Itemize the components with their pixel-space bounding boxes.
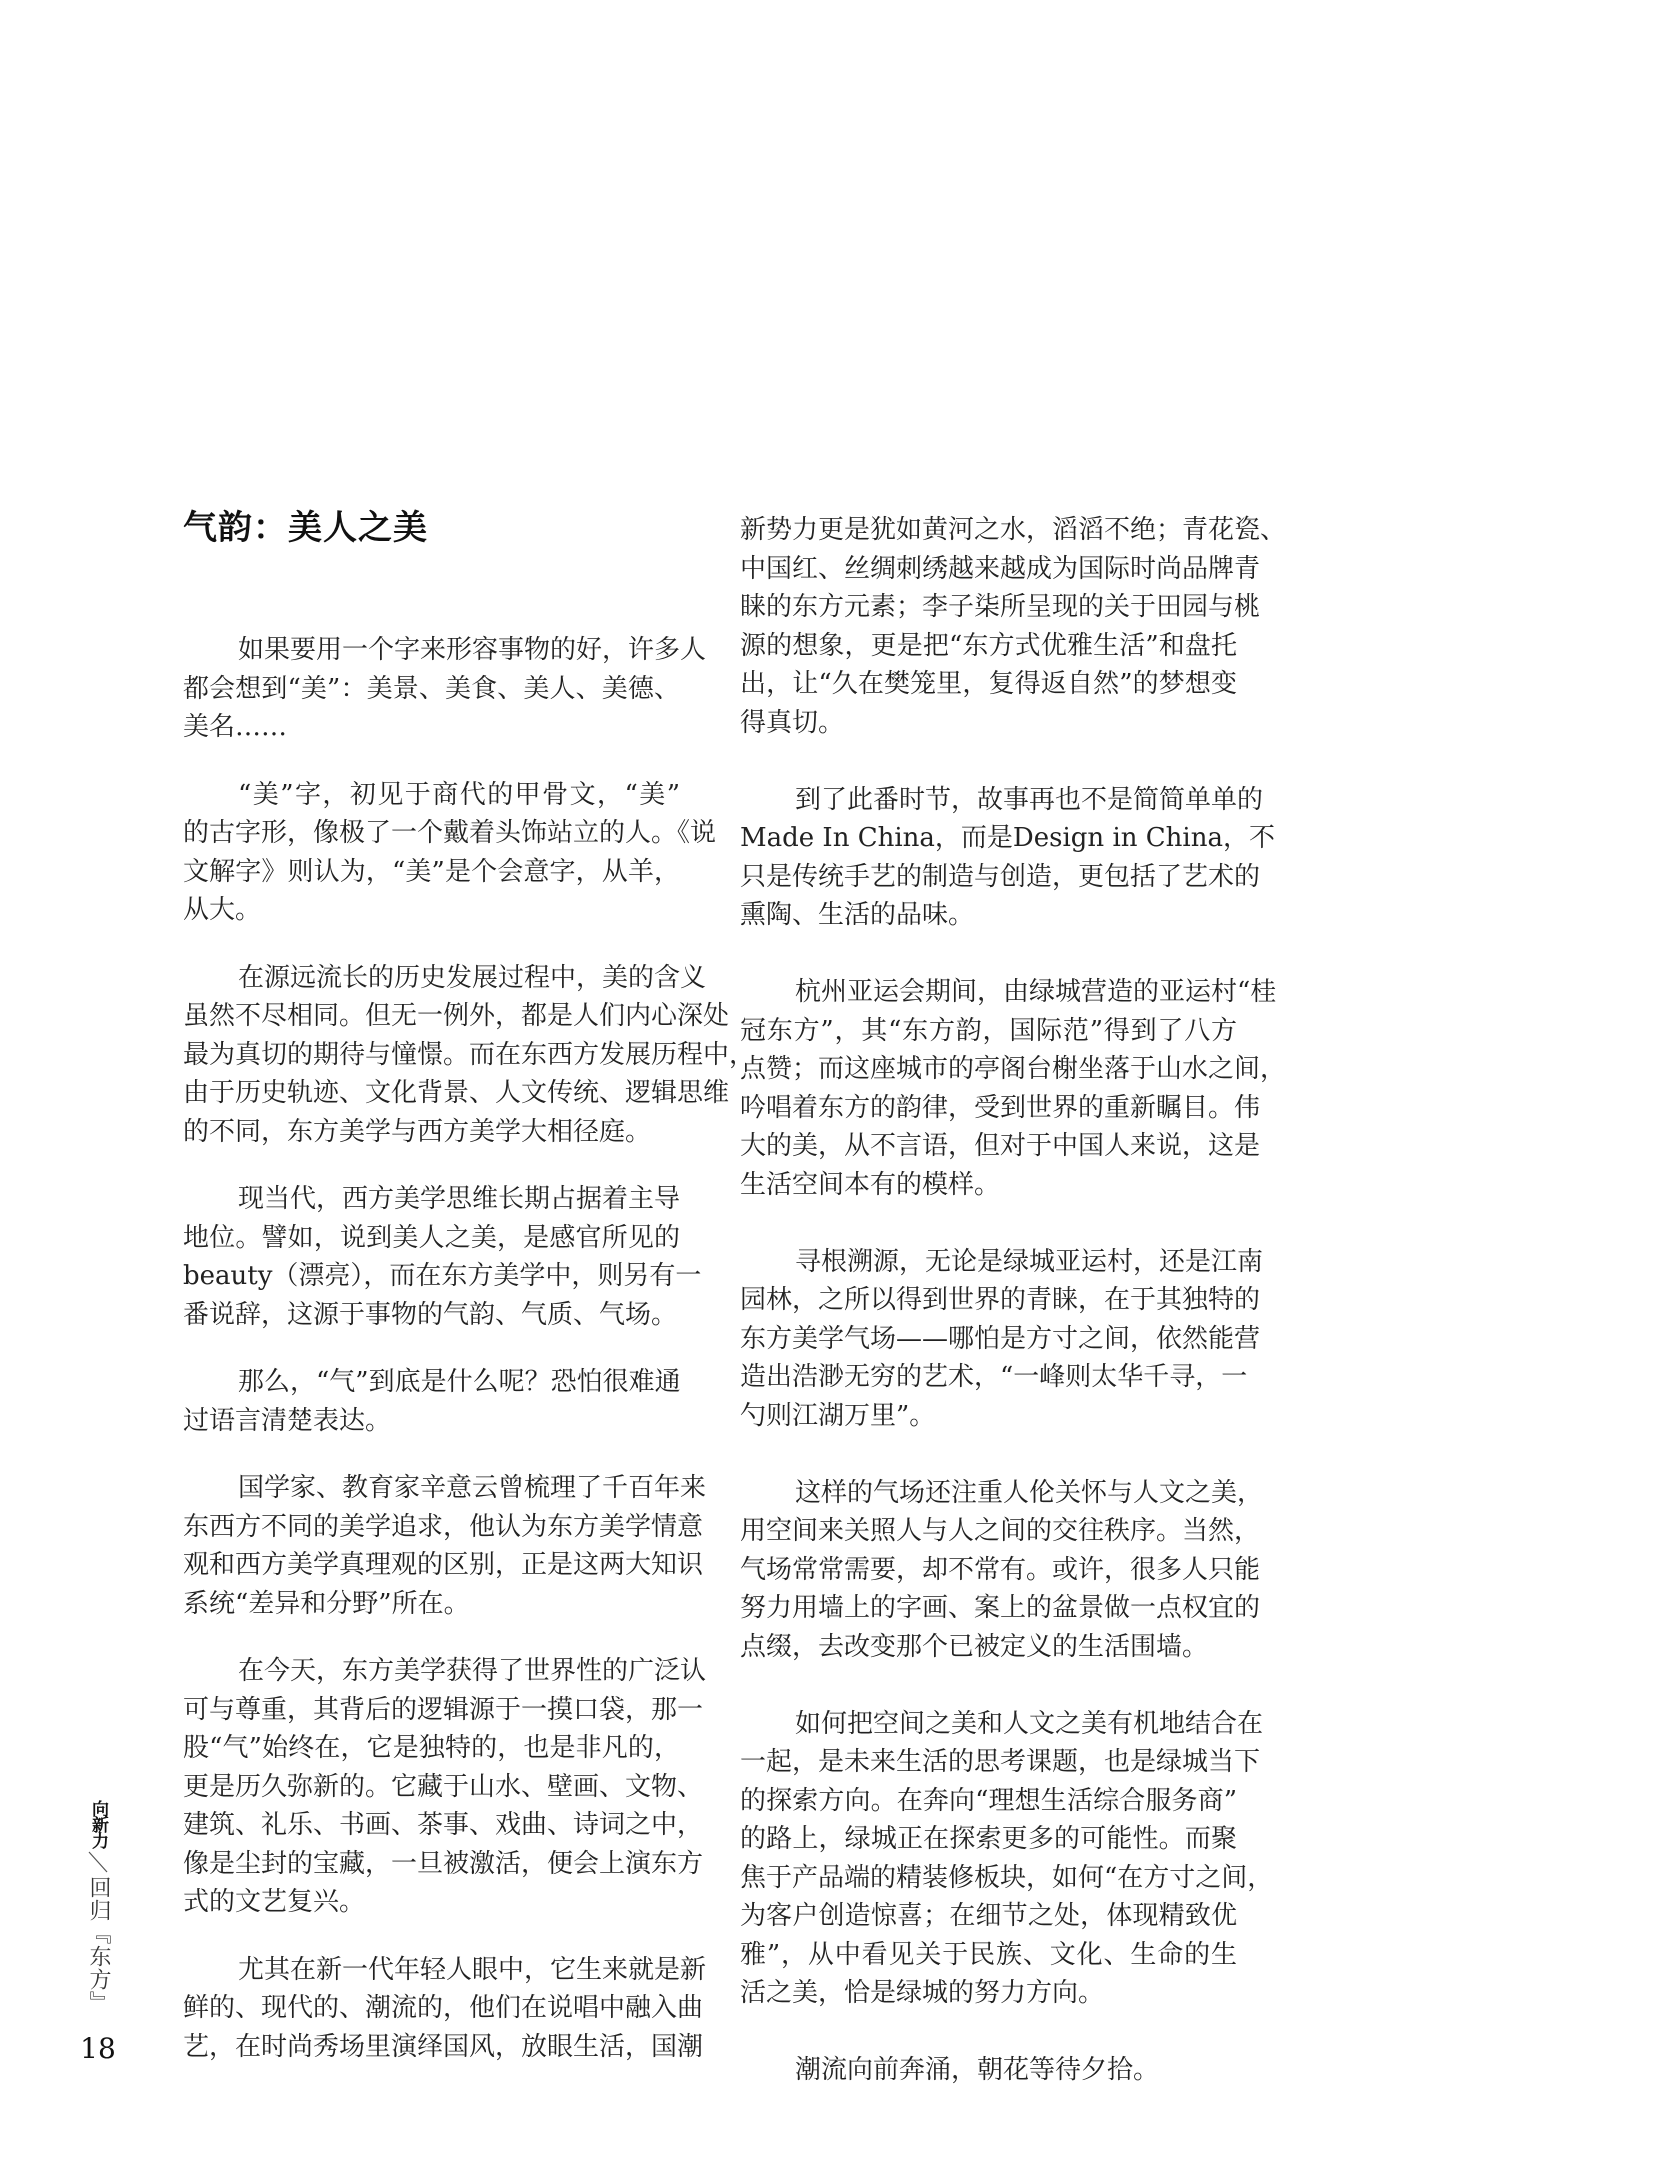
text-line: 番说辞，这源于事物的气韵、气质、气场。	[183, 1299, 678, 1330]
text-line: 园林，之所以得到世界的青睐，在于其独特的	[740, 1285, 1261, 1315]
text-line: 的路上，绿城正在探索更多的可能性。而聚	[740, 1824, 1237, 1854]
left-text-column	[183, 631, 756, 2095]
text-line: 寻根溯源，无论是绿城亚运村，还是江南	[795, 1246, 1264, 1277]
text-line: 这样的气场还注重人伦关怀与人文之美，	[795, 1477, 1264, 1508]
text-line: 如果要用一个字来形容事物的好，许多人	[238, 635, 707, 665]
text-line: 虽然不尽相同。但无一例外，都是人们内心深处	[183, 1001, 730, 1031]
paragraph	[183, 1180, 702, 1334]
paragraph	[740, 1474, 1264, 1667]
section-name: 向新力	[88, 1800, 108, 1848]
paragraph	[740, 511, 1287, 742]
issue-title: 回归『东方』	[86, 1876, 111, 2014]
text-line: 冠东方”，其“东方韵，国际范”得到了八方	[740, 1015, 1237, 1046]
article-section-title: 气韵：美人之美	[183, 508, 428, 548]
paragraph	[183, 631, 707, 747]
text-line: 源的想象，更是把“东方式优雅生活”和盘托	[740, 630, 1237, 661]
paragraph	[183, 1652, 707, 1922]
text-line: 建筑、礼乐、书画、茶事、戏曲、诗词之中，	[183, 1810, 704, 1840]
text-line: 现当代，西方美学思维长期占据着主导	[238, 1184, 681, 1214]
text-line: 式的文艺复兴。	[183, 1887, 366, 1917]
paragraph	[183, 1363, 680, 1440]
text-line: 用空间来关照人与人之间的交往秩序。当然，	[740, 1516, 1261, 1546]
text-line: 美名……	[183, 712, 288, 742]
text-line: 股“气”始终在，它是独特的，也是非凡的，	[183, 1733, 680, 1763]
text-line: 潮流向前奔涌，朝花等待夕拾。	[795, 2055, 1160, 2085]
text-line: 点缀，去改变那个已被定义的生活围墙。	[740, 1631, 1209, 1662]
text-line: 气场常常需要，却不常有。或许，很多人只能	[740, 1554, 1261, 1585]
text-line: 得真切。	[740, 707, 845, 738]
paragraph	[740, 973, 1287, 1204]
text-line: 点赞；而这座城市的亭阁台榭坐落于山水之间，	[740, 1054, 1287, 1084]
text-line: 出，让“久在樊笼里，复得返自然”的梦想变	[740, 669, 1237, 699]
text-line: 的探索方向。在奔向“理想生活综合服务商”	[740, 1785, 1237, 1816]
text-line: 新势力更是犹如黄河之水，滔滔不绝；青花瓷、	[740, 515, 1287, 545]
text-line: 在源远流长的历史发展过程中，美的含义	[238, 962, 707, 993]
text-line: 焦于产品端的精装修板块，如何“在方寸之间，	[740, 1862, 1274, 1893]
text-line: 像是尘封的宝藏，一旦被激活，便会上演东方	[183, 1848, 704, 1879]
text-line: 如何把空间之美和人文之美有机地结合在	[795, 1708, 1264, 1739]
paragraph	[183, 1951, 707, 2067]
text-line: Made In China，而是Design in China，不	[740, 823, 1275, 853]
text-line: 中国红、丝绸刺绣越来越成为国际时尚品牌青	[740, 553, 1261, 584]
paragraph	[740, 1705, 1274, 2013]
text-line: 吟唱着东方的韵律，受到世界的重新瞩目。伟	[740, 1092, 1261, 1123]
paragraph	[183, 1469, 707, 1623]
text-line: 到了此番时节，故事再也不是简简单单的	[795, 784, 1264, 815]
text-line: 地位。譬如，说到美人之美，是感官所见的	[183, 1222, 680, 1253]
text-line: 鲜的、现代的、潮流的，他们在说唱中融入曲	[183, 1993, 704, 2023]
text-line: 那么，“气”到底是什么呢？恐怕很难通	[238, 1367, 681, 1397]
text-line: 努力用墙上的字画、案上的盆景做一点权宜的	[740, 1593, 1261, 1623]
text-line: 勺则江湖万里”。	[740, 1400, 936, 1431]
text-line: 过语言清楚表达。	[183, 1405, 392, 1436]
text-line: 系统“差异和分野”所在。	[183, 1588, 470, 1619]
text-line: 的不同，东方美学与西方美学大相径庭。	[183, 1116, 652, 1147]
text-line: 从大。	[183, 895, 262, 925]
text-line: 东西方不同的美学追求，他认为东方美学情意	[183, 1511, 704, 1542]
text-line: 杭州亚运会期间，由绿城营造的亚运村“桂	[795, 977, 1277, 1007]
paragraph	[183, 776, 717, 930]
text-line: 东方美学气场——哪怕是方寸之间，依然能营	[740, 1323, 1261, 1354]
text-line: 文解字》则认为，“美”是个会意字，从羊，	[183, 856, 680, 887]
text-line: beauty（漂亮），而在东方美学中，则另有一	[183, 1261, 702, 1291]
page-number: 18	[80, 2032, 116, 2065]
text-line: 活之美，恰是绿城的努力方向。	[740, 1978, 1105, 2008]
text-line: 观和西方美学真理观的区别，正是这两大知识	[183, 1550, 704, 1580]
paragraph	[740, 2051, 1237, 2090]
right-text-column	[740, 511, 1287, 2128]
text-line: 国学家、教育家辛意云曾梳理了千百年来	[238, 1473, 707, 1503]
text-line: 最为真切的期待与憧憬。而在东西方发展历程中，	[183, 1039, 756, 1070]
text-line: 一起，是未来生活的思考课题，也是绿城当下	[740, 1747, 1261, 1777]
text-line: 熏陶、生活的品味。	[740, 900, 975, 930]
text-line: 由于历史轨迹、文化背景、人文传统、逻辑思维	[183, 1078, 730, 1108]
text-line: 大的美，从不言语，但对于中国人来说，这是	[740, 1131, 1261, 1161]
text-line: 可与尊重，其背后的逻辑源于一摸口袋，那一	[183, 1694, 704, 1725]
text-line: 为客户创造惊喜；在细节之处，体现精致优	[740, 1901, 1237, 1931]
text-line: 尤其在新一代年轻人眼中，它生来就是新	[238, 1954, 707, 1985]
text-line: 造出浩渺无穷的艺术，“一峰则太华千寻，一	[740, 1362, 1248, 1392]
text-line: 都会想到“美”：美景、美食、美人、美德、	[183, 673, 680, 704]
text-line: 在今天，东方美学获得了世界性的广泛认	[238, 1656, 707, 1686]
paragraph	[740, 781, 1275, 935]
paragraph	[740, 1243, 1264, 1436]
slash-divider-icon	[87, 1850, 109, 1874]
text-line: 雅”，从中看见关于民族、文化、生命的生	[740, 1939, 1237, 1970]
running-header	[82, 1800, 114, 2014]
text-line: 更是历久弥新的。它藏于山水、壁画、文物、	[183, 1771, 704, 1802]
text-line: 生活空间本有的模样。	[740, 1169, 1001, 1200]
text-line: “美”字，初见于商代的甲骨文，“美”	[238, 779, 680, 810]
text-line: 的古字形，像极了一个戴着头饰站立的人。《说	[183, 818, 717, 848]
text-line: 睐的东方元素；李子柒所呈现的关于田园与桃	[740, 592, 1261, 622]
text-line: 只是传统手艺的制造与创造，更包括了艺术的	[740, 861, 1261, 892]
text-line: 艺，在时尚秀场里演绎国风，放眼生活，国潮	[183, 2031, 704, 2062]
paragraph	[183, 959, 756, 1152]
